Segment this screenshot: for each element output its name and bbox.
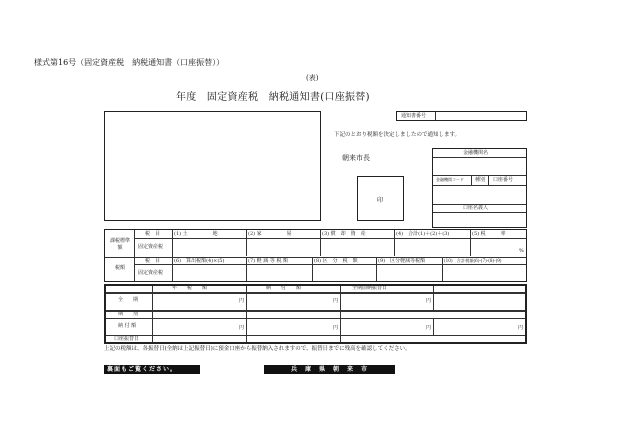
full-term-prepay-yen: 円 xyxy=(426,298,432,304)
payment-prepay-yen: 円 xyxy=(426,325,432,331)
account-type-label: 種別 xyxy=(475,177,486,183)
seal-mark: 印 xyxy=(377,197,384,204)
bank-code-label: 金融機関コード xyxy=(436,177,464,182)
row2-fixed-asset-tax-label: 固定資産税 xyxy=(138,244,164,250)
tax-amount-label: 税額 xyxy=(114,265,125,271)
row3-col-category: (8) 区 分 税 額 xyxy=(314,258,358,264)
row3-col-category-reduction: (9) 区分軽減等税額 xyxy=(378,258,426,264)
row1-col-rate: (5) 税 率 xyxy=(472,231,506,237)
address-window xyxy=(104,111,321,221)
issuer-name: 朝来市長 xyxy=(342,154,370,162)
row3-tax-item-label: 税 目 xyxy=(145,258,161,264)
header-payment-amount: 納 付 額 xyxy=(266,285,302,291)
row-full-term-label: 全 期 xyxy=(118,297,139,303)
header-annual-tax: 年 税 額 xyxy=(172,285,208,291)
row3-col-reduction: (7) 軽 減 等 税 額 xyxy=(248,258,289,264)
payment-payment-yen: 円 xyxy=(333,325,339,331)
row1-col-total: (4) 合計(1)＋(2)＋(3) xyxy=(396,231,450,237)
bank-info-box xyxy=(432,148,527,228)
form-side: (表) xyxy=(306,74,319,82)
taxable-base-label: 課税標準額 xyxy=(109,238,130,251)
account-number-label: 口座番号 xyxy=(493,177,514,183)
row1-tax-item-label: 税 目 xyxy=(145,231,161,237)
notice-number-box xyxy=(396,111,527,121)
row3-col-total-tax: (10) 合計税額(6)-(7)-(8)-(9) xyxy=(444,258,502,263)
assessment-table xyxy=(104,229,527,282)
form-number: 様式第16号（固定資産税 納税通知書（口座振替）） xyxy=(34,58,225,67)
row-payment-label: 納 付 額 xyxy=(118,323,137,329)
see-reverse-side-label: 裏面もご覧ください。 xyxy=(104,365,200,374)
seal-box xyxy=(357,176,404,221)
form-title: 年度 固定資産税 納税通知書(口座振替) xyxy=(176,92,370,103)
row4-fixed-asset-tax-label: 固定資産税 xyxy=(138,270,164,276)
notice-number-label: 通知書番号 xyxy=(401,113,427,119)
payment-last-yen: 円 xyxy=(518,325,524,331)
full-term-annual-yen: 円 xyxy=(239,298,245,304)
row3-col-calculated: (6) 算出税額(4)×(5) xyxy=(174,258,225,264)
header-full-prepay-date: 全期前納振替日 xyxy=(352,285,388,291)
tax-rate-percent: % xyxy=(519,248,524,254)
city-label: 兵 庫 県 朝 来 市 xyxy=(264,365,395,374)
footer-note: 上記の税額は、各振替日(全納は上記振替日)に預金口座から振替納入されますので、振替日までに残高を確認してください。 xyxy=(104,346,411,352)
decision-text: 下記のとおり税額を決定しましたので通知します。 xyxy=(334,132,461,138)
full-term-payment-yen: 円 xyxy=(333,298,339,304)
row-transfer-date-label: 口座振替日 xyxy=(114,336,140,342)
row-installment-label: 期 別 xyxy=(118,311,139,317)
row1-col-house: (2) 家 屋 xyxy=(248,231,292,237)
account-holder-label: 口座名義人 xyxy=(463,205,489,211)
payment-annual-yen: 円 xyxy=(239,325,245,331)
row1-col-depreciable: (3) 償 却 資 産 xyxy=(322,231,366,237)
row1-col-land: (1) 土 地 xyxy=(174,231,218,237)
bank-institution-label: 金融機関名 xyxy=(463,150,489,156)
payment-schedule-table xyxy=(104,284,527,344)
